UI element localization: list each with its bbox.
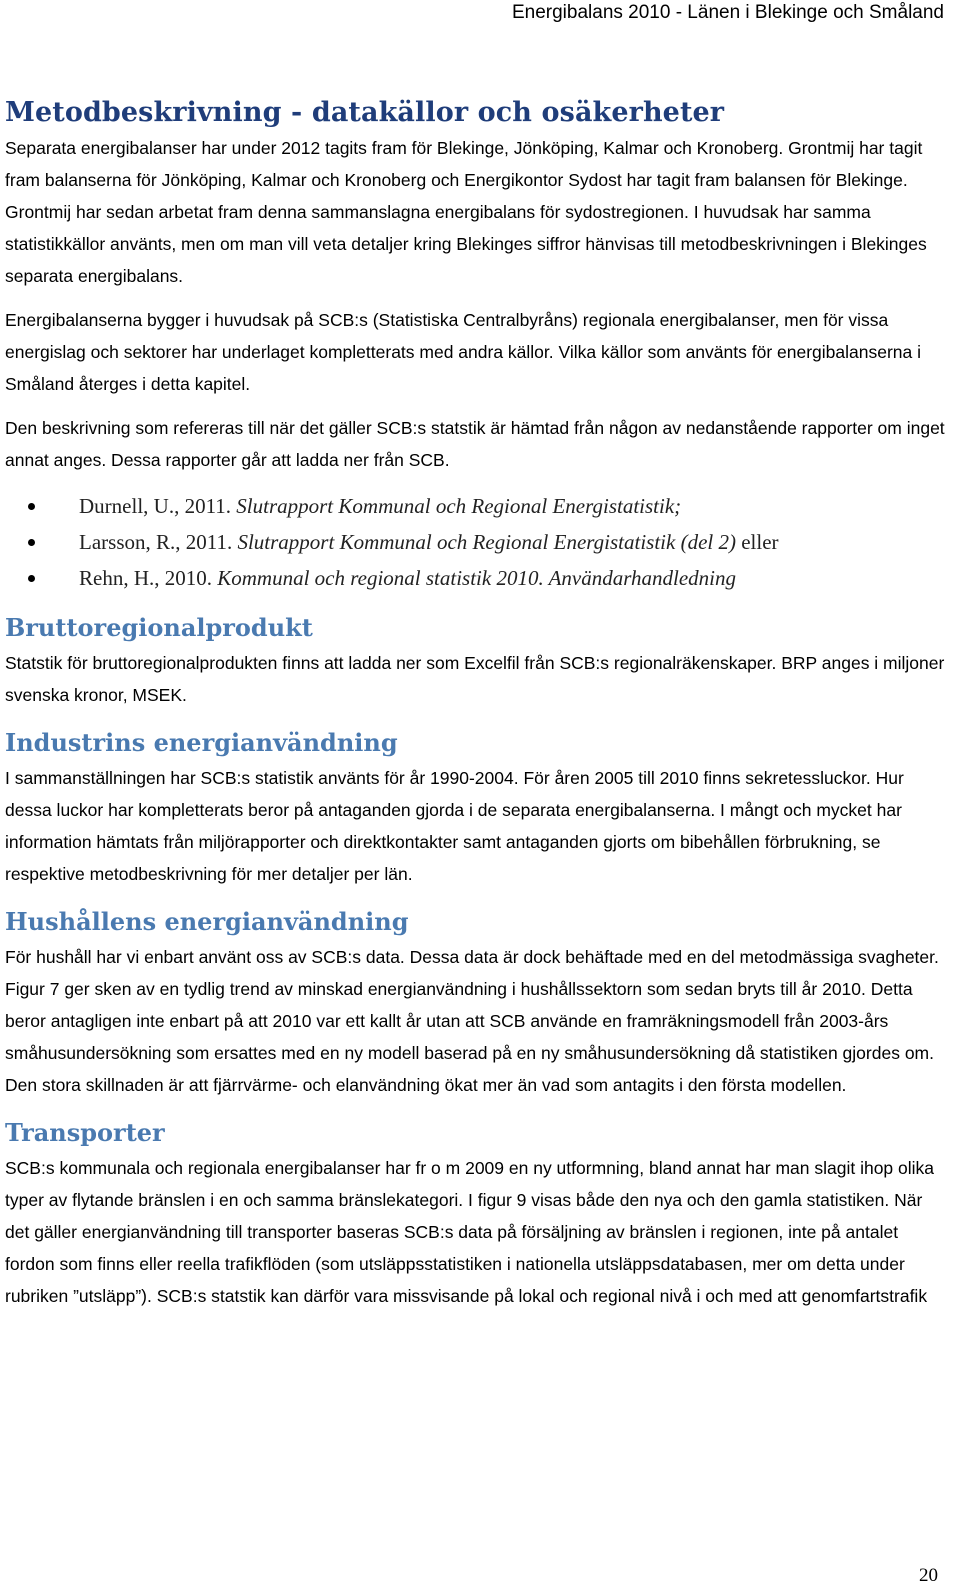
heading-brp: Bruttoregionalprodukt xyxy=(5,613,313,642)
reference-author: Larsson, R., 2011. xyxy=(79,530,238,554)
bullet-icon xyxy=(28,575,35,582)
page-title: Metodbeskrivning - datakällor och osäkerheter xyxy=(5,97,725,128)
bullet-icon xyxy=(28,503,35,510)
page-number: 20 xyxy=(919,1565,938,1586)
bullet-icon xyxy=(28,539,35,546)
heading-transport: Transporter xyxy=(5,1118,165,1147)
reference-title: Slutrapport Kommunal och Regional Energistatistik; xyxy=(236,494,682,518)
reference-item xyxy=(5,488,945,524)
paragraph-industri: I sammanställningen har SCB:s statistik använts för år 1990-2004. För åren 2005 till 2010 finns sekretessluckor. Hur dessa luckor har kompletterats beror på antaganden gjorda i de separata energibalanserna. I mångt och mycket har information hämtats från miljörapporter och direktkontakter samt antaganden gjorts om bibehållen förbrukning, se respektive metodbeskrivning för mer detaljer per län. xyxy=(5,768,904,884)
paragraph-transport: SCB:s kommunala och regionala energibalanser har fr o m 2009 en ny utformning, bland annat har man slagit ihop olika typer av flytande bränslen i en och samma bränslekategori. I figur 9 visas både den nya och den gamla statistiken. När det gäller energianvändning till transporter baseras SCB:s data på försäljning av bränslen i regionen, inte på antalet fordon som finns eller reella trafikflöden (som utsläppsstatistiken i nationella utsläppsdatabasen, mer om detta under rubriken ”utsläpp”). SCB:s statstik kan därför vara missvisande på lokal och regional nivå i och med att genomfartstrafik xyxy=(5,1158,935,1306)
reference-suffix: eller xyxy=(735,530,779,554)
reference-list xyxy=(5,488,945,596)
intro-paragraph-1: Separata energibalanser har under 2012 tagits fram för Blekinge, Jönköping, Kalmar och Kronoberg. Grontmij har tagit fram balanserna för Jönköping, Kalmar och Kronoberg och Energikontor Sydost har tagit fram balansen för Blekinge. Grontmij har sedan arbetat fram denna sammanslagna energibalans för sydostregionen. I huvudsak har samma statistikkällor använts, men om man vill veta detaljer kring Blekinges siffror hänvisas till metodbeskrivningen i Blekinges separata energibalans. xyxy=(5,138,927,286)
reference-item xyxy=(5,524,945,560)
intro-paragraph-2: Energibalanserna bygger i huvudsak på SCB:s (Statistiska Centralbyråns) regionala energibalanser, men för vissa energislag och sektorer har underlaget kompletterats med andra källor. Vilka källor som använts för energibalanserna i Småland återges i detta kapitel. xyxy=(5,310,922,394)
running-header: Energibalans 2010 - Länen i Blekinge och Småland xyxy=(511,2,944,23)
paragraph-hushall: För hushåll har vi enbart använt oss av SCB:s data. Dessa data är dock behäftade med en del metodmässiga svagheter. Figur 7 ger sken av en tydlig trend av minskad energianvändning i hushållssektorn som sedan bryts till år 2010. Detta beror antagligen inte enbart på att 2010 var ett kallt år utan att SCB använde en framräkningsmodell från 2003-års småhusundersökning som ersattes med en ny modell baserad på en ny småhusundersökning då statistiken gjordes om. Den stora skillnaden är att fjärrvärme- och elanvändning ökat mer än vad som antagits i den första modellen. xyxy=(5,947,939,1095)
document-page xyxy=(5,97,945,1324)
reference-author: Rehn, H., 2010. xyxy=(79,566,218,590)
paragraph-brp: Statstik för bruttoregionalprodukten finns att ladda ner som Excelfil från SCB:s regionalräkenskaper. BRP anges i miljoner svenska kronor, MSEK. xyxy=(5,653,945,705)
heading-industri: Industrins energianvändning xyxy=(5,728,398,757)
reference-title: Kommunal och regional statistik 2010. Användarhandledning xyxy=(217,566,737,590)
reference-author: Durnell, U., 2011. xyxy=(79,494,237,518)
heading-hushall: Hushållens energianvändning xyxy=(5,907,409,936)
reference-title: Slutrapport Kommunal och Regional Energistatistik (del 2) xyxy=(237,530,736,554)
intro-paragraph-3: Den beskrivning som refereras till när det gäller SCB:s statstik är hämtad från någon av nedanstående rapporter om inget annat anges. Dessa rapporter går att ladda ner från SCB. xyxy=(5,418,945,470)
reference-item xyxy=(5,560,945,596)
